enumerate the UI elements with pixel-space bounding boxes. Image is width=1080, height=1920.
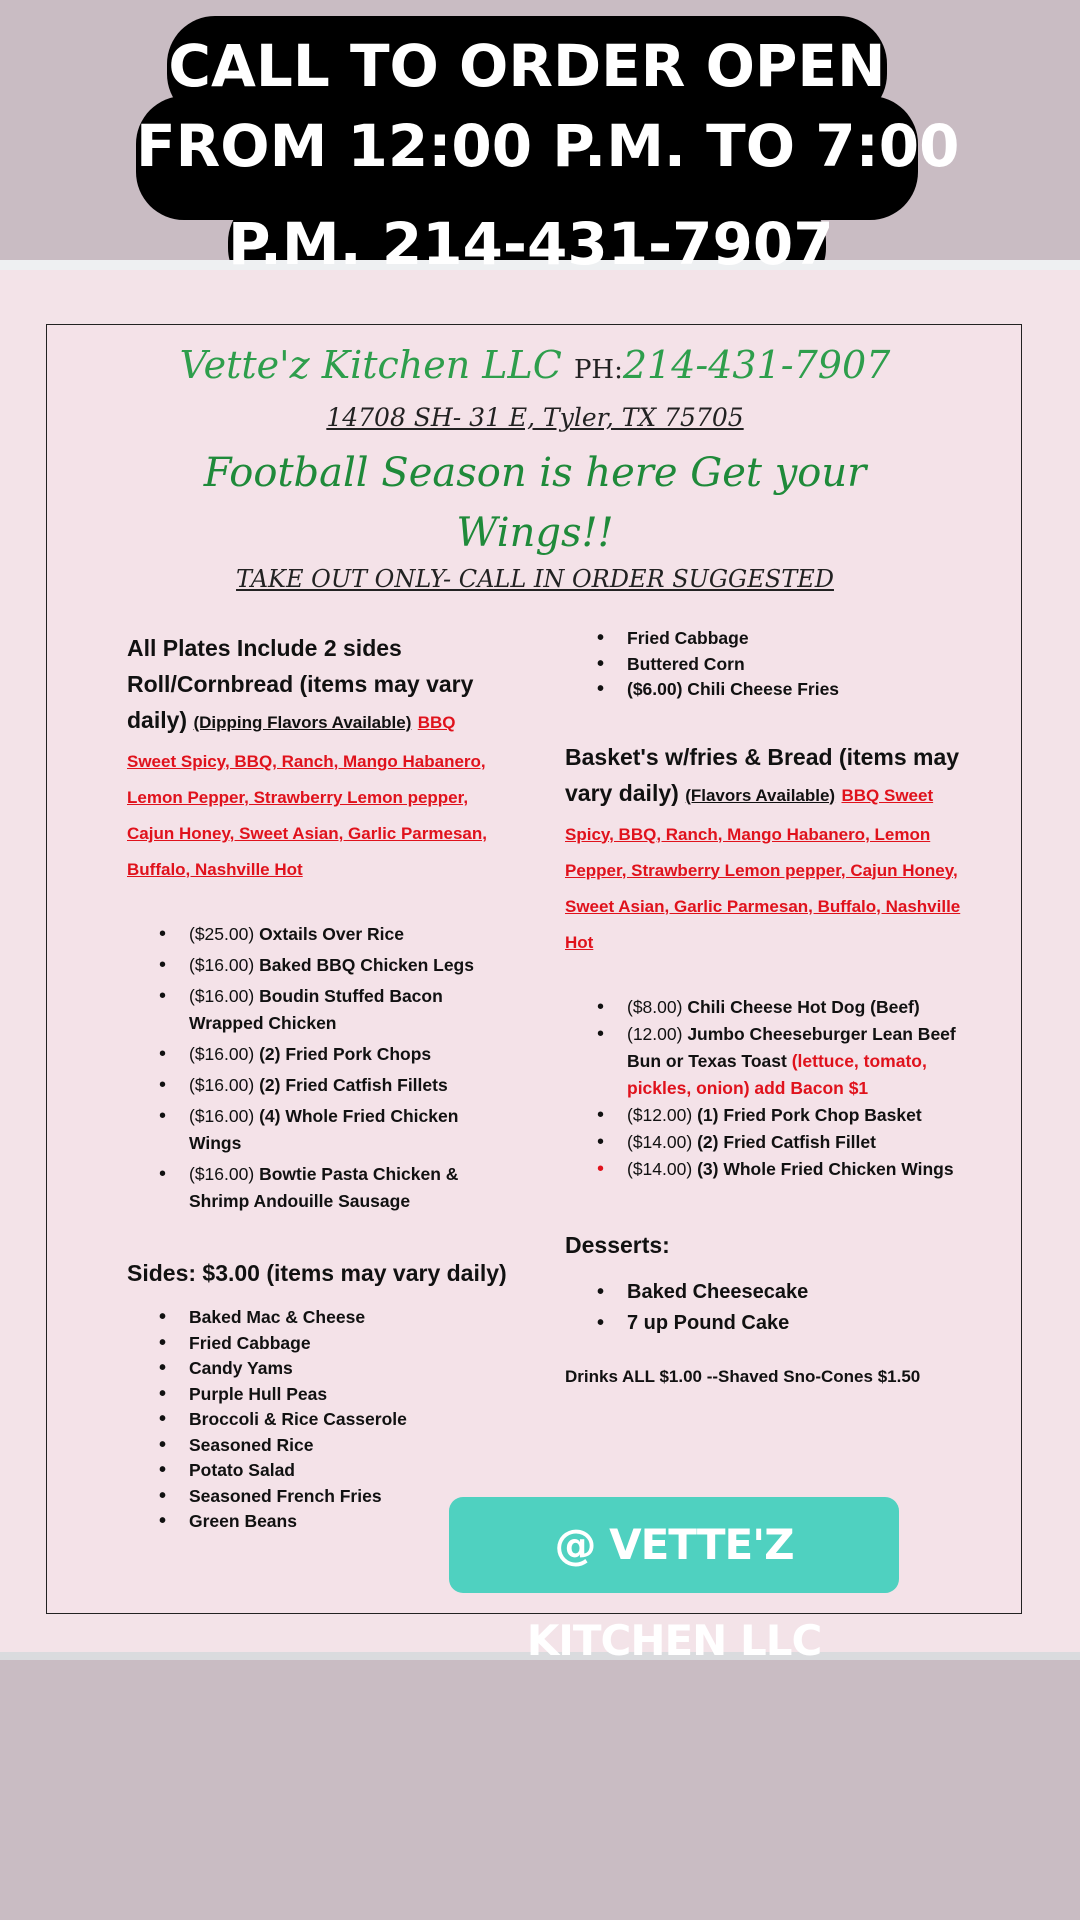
list-item: • ($16.00) (2) Fried Pork Chops <box>189 1041 507 1068</box>
caption-line-2: FROM 12:00 P.M. TO 7:00 <box>136 96 918 220</box>
list-item: • Green Beans <box>189 1509 507 1535</box>
business-name: Vette'z Kitchen LLC <box>179 343 562 387</box>
menu-flyer <box>46 324 1022 1614</box>
list-item: • ($12.00) (1) Fried Pork Chop Basket <box>627 1102 985 1129</box>
list-item: • ($14.00) (3) Whole Fried Chicken Wings <box>627 1156 985 1183</box>
baskets-flavors-label: (Flavors Available) <box>685 785 836 805</box>
list-item: • ($8.00) Chili Cheese Hot Dog (Beef) <box>627 994 985 1021</box>
list-item: • Potato Salad <box>189 1458 507 1484</box>
list-item: • ($6.00) Chili Cheese Fries <box>627 677 985 703</box>
desserts-list <box>565 1277 985 1339</box>
list-item: • ($16.00) Baked BBQ Chicken Legs <box>189 952 507 979</box>
desserts-heading: Desserts: <box>565 1231 670 1258</box>
list-item: • (12.00) Jumbo Cheeseburger Lean Beef Bun or Texas Toast (lettuce, tomato, pickles, onion) add Bacon $1 <box>627 1021 985 1102</box>
plates-heading: All Plates Include 2 sides Roll/Cornbread (items may vary daily) (Dipping Flavors Available) BBQ Sweet Spicy, BBQ, Ranch, Mango Habanero, Lemon Pepper, Strawberry Lemon pepper, Cajun Honey, Sweet Asian, Garlic Parmesan, Buffalo, Nashville Hot <box>127 635 487 879</box>
promo-text: Football Season is here Get your Wings!! <box>203 450 867 556</box>
list-item: • Seasoned Rice <box>189 1433 507 1459</box>
plates-flavors-list: BBQ Sweet Spicy, BBQ, Ranch, Mango Habanero, Lemon Pepper, Strawberry Lemon pepper, Cajun Honey, Sweet Asian, Garlic Parmesan, Buffalo, Nashville Hot <box>127 713 487 879</box>
baskets-list <box>565 994 985 1183</box>
caption-line-1: CALL TO ORDER OPEN <box>167 16 887 122</box>
business-phone: 214-431-7907 <box>622 343 891 387</box>
list-item: • Seasoned French Fries <box>189 1484 507 1510</box>
takeout-notice: TAKE OUT ONLY- CALL IN ORDER SUGGESTED <box>236 565 834 593</box>
business-address: 14708 SH- 31 E, Tyler, TX 75705 <box>326 403 744 432</box>
list-item: • Baked Cheesecake <box>627 1277 985 1308</box>
list-item: • Broccoli & Rice Casserole <box>189 1407 507 1433</box>
plates-flavors-label: (Dipping Flavors Available) <box>193 713 412 732</box>
list-item: • Purple Hull Peas <box>189 1382 507 1408</box>
drinks-line: Drinks ALL $1.00 --Shaved Sno-Cones $1.50 <box>565 1366 921 1386</box>
list-item: • ($16.00) Boudin Stuffed Bacon Wrapped Chicken <box>189 983 507 1037</box>
list-item: • Fried Cabbage <box>627 626 985 652</box>
sides-continued-list <box>565 626 985 703</box>
list-item: • Buttered Corn <box>627 652 985 678</box>
list-item: • ($16.00) (4) Whole Fried Chicken Wings <box>189 1103 507 1157</box>
list-item: • ($25.00) Oxtails Over Rice <box>189 921 507 948</box>
list-item: • Fried Cabbage <box>189 1331 507 1357</box>
menu-right-column <box>565 630 985 1387</box>
list-item: • ($14.00) (2) Fried Catfish Fillet <box>627 1129 985 1156</box>
baskets-flavors-list: BBQ Sweet Spicy, BBQ, Ranch, Mango Habanero, Lemon Pepper, Strawberry Lemon pepper, Cajun Honey, Sweet Asian, Garlic Parmesan, Buffalo, Nashville Hot <box>565 785 961 952</box>
flyer-image <box>0 260 1080 1660</box>
sides-heading: Sides: $3.00 (items may vary daily) <box>127 1260 507 1286</box>
list-item: • Candy Yams <box>189 1356 507 1382</box>
list-item: • 7 up Pound Cake <box>627 1308 985 1339</box>
menu-left-column <box>127 630 507 1535</box>
plates-list <box>127 921 507 1215</box>
caption-line-3: P.M. 214-431-7907 <box>228 194 826 296</box>
list-item: • ($16.00) Bowtie Pasta Chicken & Shrimp Andouille Sausage <box>189 1161 507 1215</box>
baskets-heading: Basket's w/fries & Bread (items may vary daily) (Flavors Available) BBQ Sweet Spicy, BBQ, Ranch, Mango Habanero, Lemon Pepper, Strawberry Lemon pepper, Cajun Honey, Sweet Asian, Garlic Parmesan, Buffalo, Nashville Hot <box>565 743 961 952</box>
mention-sticker[interactable]: @ VETTE'Z KITCHEN LLC <box>449 1497 899 1593</box>
list-item: • ($16.00) (2) Fried Catfish Fillets <box>189 1072 507 1099</box>
business-header <box>47 343 1023 387</box>
list-item: • Baked Mac & Cheese <box>189 1305 507 1331</box>
phone-prefix: PH: <box>573 355 623 385</box>
sides-list <box>127 1305 507 1535</box>
